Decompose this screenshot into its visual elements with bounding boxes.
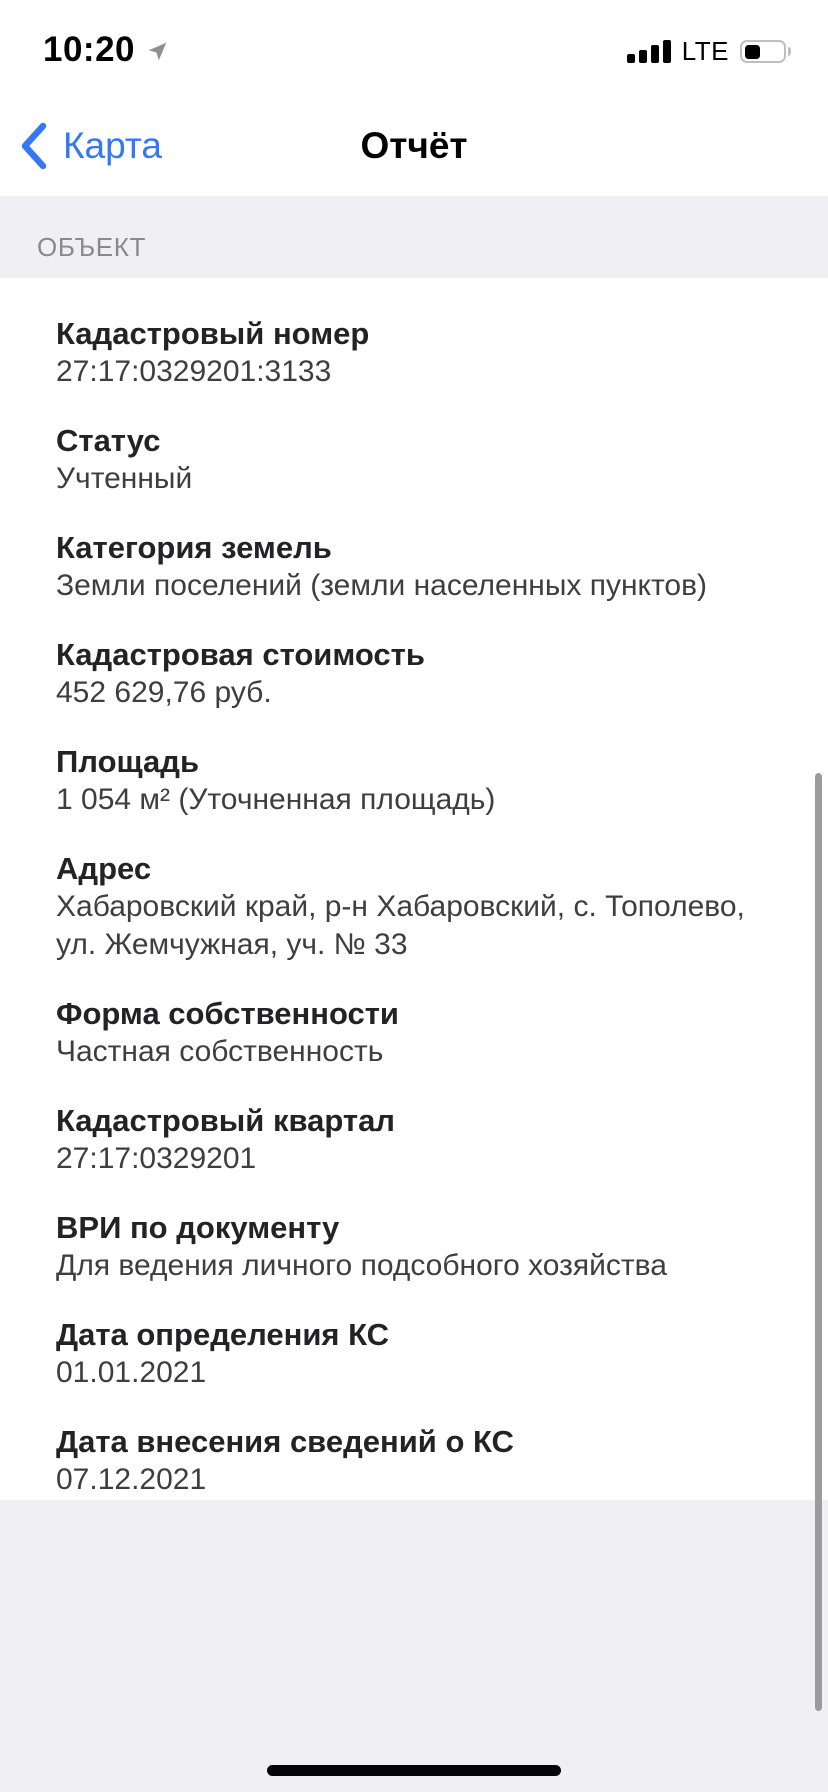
field-label: ВРИ по документу xyxy=(56,1210,340,1245)
page-title: Отчёт xyxy=(360,125,468,166)
field-row xyxy=(56,1102,788,1178)
field-value: Учтенный xyxy=(56,462,193,495)
field-value: Земли поселений (земли населенных пунктов) xyxy=(56,569,708,602)
field-row xyxy=(56,1423,788,1499)
chevron-left-icon xyxy=(20,122,47,170)
field-row xyxy=(56,636,788,712)
field-row xyxy=(56,529,788,605)
field-label: Категория земель xyxy=(56,530,332,565)
footer-area xyxy=(0,1500,828,1792)
field-label: Дата определения КС xyxy=(56,1317,390,1352)
field-value: 01.01.2021 xyxy=(56,1356,207,1389)
status-time: 10:20 xyxy=(43,30,136,69)
field-label: Дата внесения сведений о КС xyxy=(56,1424,514,1459)
field-value: Частная собственность xyxy=(56,1035,384,1068)
navigation-bar xyxy=(0,96,828,196)
field-label: Кадастровая стоимость xyxy=(56,637,425,672)
field-label: Статус xyxy=(56,423,161,458)
field-value: Хабаровский край, р-н Хабаровский, с. Тополево, ул. Жемчужная, уч. № 33 xyxy=(56,890,745,961)
field-label: Адрес xyxy=(56,851,152,886)
field-row xyxy=(56,422,788,498)
field-value: 07.12.2021 xyxy=(56,1463,207,1496)
battery-icon xyxy=(740,40,791,63)
field-row xyxy=(56,1209,788,1285)
back-button-label: Карта xyxy=(63,125,163,166)
field-row xyxy=(56,315,788,391)
field-value: Для ведения личного подсобного хозяйства xyxy=(56,1249,667,1282)
cellular-signal-icon xyxy=(627,40,671,63)
section-header-label: ОБЪЕКТ xyxy=(37,232,146,262)
field-row xyxy=(56,850,788,964)
report-fields xyxy=(0,278,828,1500)
field-row xyxy=(56,743,788,819)
field-value: 27:17:0329201 xyxy=(56,1142,257,1175)
back-button[interactable] xyxy=(20,96,162,196)
field-label: Кадастровый квартал xyxy=(56,1103,396,1138)
home-indicator[interactable] xyxy=(267,1765,561,1776)
scrollbar[interactable] xyxy=(815,773,822,1711)
field-value: 27:17:0329201:3133 xyxy=(56,355,332,388)
network-type-label: LTE xyxy=(681,36,729,66)
field-row xyxy=(56,1316,788,1392)
field-label: Форма собственности xyxy=(56,996,399,1031)
field-row xyxy=(56,995,788,1071)
field-value: 452 629,76 руб. xyxy=(56,676,272,709)
field-label: Кадастровый номер xyxy=(56,316,370,351)
battery-level xyxy=(745,45,760,59)
status-bar xyxy=(0,0,828,96)
location-arrow-icon xyxy=(147,41,168,62)
section-header xyxy=(0,196,828,278)
field-value: 1 054 м² (Уточненная площадь) xyxy=(56,783,496,816)
field-label: Площадь xyxy=(56,744,200,779)
